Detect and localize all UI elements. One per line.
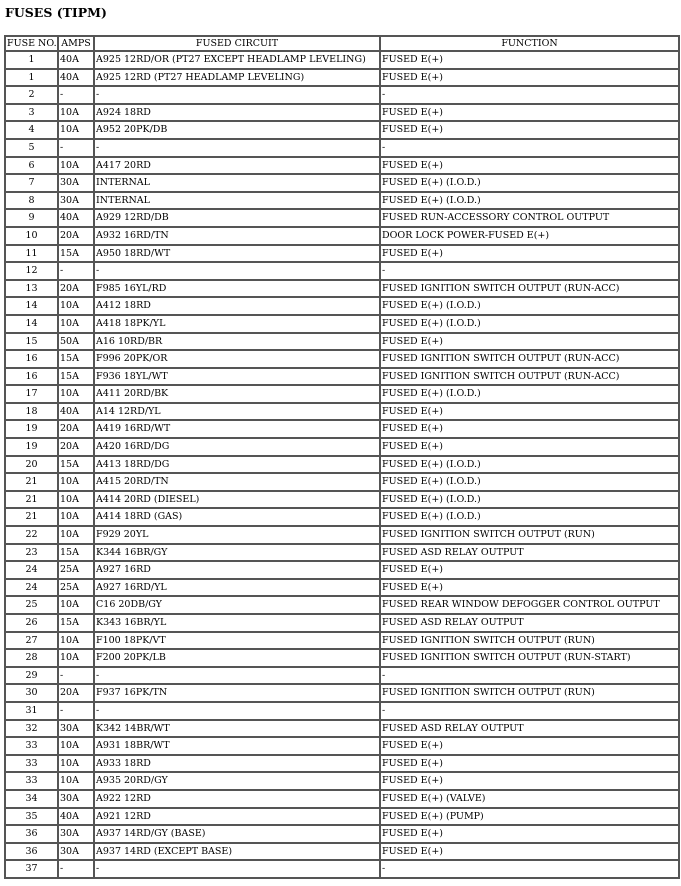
amps-cell: 10A (58, 385, 94, 403)
fuse-number-cell: 14 (5, 315, 58, 333)
amps-cell: 30A (58, 720, 94, 738)
fuse-number-cell: 36 (5, 843, 58, 861)
fuse-number-cell: 25 (5, 596, 58, 614)
fused-circuit-cell: - (94, 667, 380, 685)
fused-circuit-cell: A929 12RD/DB (94, 209, 380, 227)
amps-cell: - (58, 139, 94, 157)
function-cell: FUSED E(+) (380, 245, 679, 263)
amps-cell: 10A (58, 649, 94, 667)
fused-circuit-cell: A16 10RD/BR (94, 333, 380, 351)
fuse-number-cell: 37 (5, 860, 58, 878)
amps-cell: 25A (58, 579, 94, 597)
fuse-number-cell: 19 (5, 420, 58, 438)
fused-circuit-cell: A922 12RD (94, 790, 380, 808)
function-cell: FUSED IGNITION SWITCH OUTPUT (RUN-ACC) (380, 368, 679, 386)
fused-circuit-cell: A417 20RD (94, 157, 380, 175)
amps-cell: 20A (58, 420, 94, 438)
fused-circuit-cell: A925 12RD (PT27 HEADLAMP LEVELING) (94, 69, 380, 87)
fused-circuit-cell: A413 18RD/DG (94, 456, 380, 474)
function-cell: FUSED ASD RELAY OUTPUT (380, 544, 679, 562)
fuse-number-cell: 1 (5, 51, 58, 69)
fuse-number-cell: 22 (5, 526, 58, 544)
table-row (5, 192, 679, 210)
fused-circuit-cell: A414 18RD (GAS) (94, 508, 380, 526)
function-cell: - (380, 667, 679, 685)
fused-circuit-cell: A937 14RD (EXCEPT BASE) (94, 843, 380, 861)
amps-cell: 30A (58, 790, 94, 808)
fused-circuit-cell: A950 18RD/WT (94, 245, 380, 263)
table-row (5, 790, 679, 808)
amps-cell: - (58, 702, 94, 720)
table-row (5, 860, 679, 878)
amps-cell: 40A (58, 209, 94, 227)
table-row (5, 456, 679, 474)
table-row (5, 297, 679, 315)
table-row (5, 808, 679, 826)
amps-cell: 15A (58, 544, 94, 562)
function-cell: FUSED E(+) (I.O.D.) (380, 297, 679, 315)
function-cell: DOOR LOCK POWER-FUSED E(+) (380, 227, 679, 245)
function-cell: FUSED E(+) (I.O.D.) (380, 192, 679, 210)
function-cell: - (380, 702, 679, 720)
amps-cell: 40A (58, 808, 94, 826)
table-row (5, 174, 679, 192)
fuse-number-cell: 13 (5, 280, 58, 298)
fuse-number-cell: 32 (5, 720, 58, 738)
fuse-number-cell: 31 (5, 702, 58, 720)
function-cell: - (380, 139, 679, 157)
amps-cell: 10A (58, 632, 94, 650)
table-row (5, 385, 679, 403)
table-row (5, 843, 679, 861)
fused-circuit-cell: A418 18PK/YL (94, 315, 380, 333)
fuse-table (4, 35, 680, 879)
fused-circuit-cell: A933 18RD (94, 755, 380, 773)
fused-circuit-cell: INTERNAL (94, 192, 380, 210)
fuse-number-cell: 2 (5, 86, 58, 104)
fuse-number-cell: 27 (5, 632, 58, 650)
fused-circuit-cell: F996 20PK/OR (94, 350, 380, 368)
fused-circuit-cell: F200 20PK/LB (94, 649, 380, 667)
amps-cell: - (58, 860, 94, 878)
fused-circuit-cell: A937 14RD/GY (BASE) (94, 825, 380, 843)
table-row (5, 368, 679, 386)
fuse-number-cell: 33 (5, 755, 58, 773)
fuse-number-cell: 7 (5, 174, 58, 192)
function-cell: FUSED E(+) (I.O.D.) (380, 315, 679, 333)
amps-cell: 10A (58, 491, 94, 509)
function-cell: FUSED E(+) (VALVE) (380, 790, 679, 808)
function-cell: FUSED E(+) (I.O.D.) (380, 473, 679, 491)
function-cell: FUSED IGNITION SWITCH OUTPUT (RUN) (380, 684, 679, 702)
amps-cell: 15A (58, 614, 94, 632)
function-cell: FUSED E(+) (380, 438, 679, 456)
amps-cell: 10A (58, 104, 94, 122)
fuse-number-cell: 5 (5, 139, 58, 157)
function-cell: FUSED E(+) (380, 121, 679, 139)
amps-cell: 10A (58, 157, 94, 175)
fused-circuit-cell: - (94, 86, 380, 104)
table-row (5, 508, 679, 526)
fused-circuit-cell: A952 20PK/DB (94, 121, 380, 139)
amps-cell: 10A (58, 315, 94, 333)
fuse-number-cell: 36 (5, 825, 58, 843)
fuse-number-cell: 33 (5, 772, 58, 790)
table-row (5, 157, 679, 175)
fused-circuit-cell: F936 18YL/WT (94, 368, 380, 386)
table-row (5, 544, 679, 562)
fused-circuit-cell: A921 12RD (94, 808, 380, 826)
fused-circuit-cell: - (94, 262, 380, 280)
table-row (5, 438, 679, 456)
function-cell: FUSED ASD RELAY OUTPUT (380, 720, 679, 738)
amps-cell: 20A (58, 684, 94, 702)
amps-cell: 10A (58, 772, 94, 790)
table-row (5, 737, 679, 755)
function-cell: FUSED E(+) (380, 825, 679, 843)
table-row (5, 649, 679, 667)
table-row (5, 473, 679, 491)
function-cell: - (380, 860, 679, 878)
function-cell: FUSED E(+) (380, 843, 679, 861)
header-fused-circuit: FUSED CIRCUIT (94, 36, 380, 51)
function-cell: FUSED E(+) (380, 772, 679, 790)
amps-cell: - (58, 86, 94, 104)
fused-circuit-cell: A414 20RD (DIESEL) (94, 491, 380, 509)
amps-cell: 40A (58, 51, 94, 69)
fused-circuit-cell: - (94, 702, 380, 720)
fused-circuit-cell: A14 12RD/YL (94, 403, 380, 421)
fused-circuit-cell: K343 16BR/YL (94, 614, 380, 632)
amps-cell: 30A (58, 174, 94, 192)
amps-cell: 15A (58, 368, 94, 386)
header-amps: AMPS (58, 36, 94, 51)
function-cell: FUSED IGNITION SWITCH OUTPUT (RUN-ACC) (380, 280, 679, 298)
fuse-number-cell: 15 (5, 333, 58, 351)
function-cell: FUSED IGNITION SWITCH OUTPUT (RUN) (380, 632, 679, 650)
table-row (5, 561, 679, 579)
table-row (5, 526, 679, 544)
amps-cell: 10A (58, 508, 94, 526)
table-row (5, 51, 679, 69)
amps-cell: 30A (58, 825, 94, 843)
amps-cell: 15A (58, 456, 94, 474)
fuse-number-cell: 30 (5, 684, 58, 702)
table-row (5, 420, 679, 438)
amps-cell: 10A (58, 737, 94, 755)
amps-cell: 10A (58, 121, 94, 139)
fuse-number-cell: 19 (5, 438, 58, 456)
function-cell: FUSED E(+) (I.O.D.) (380, 508, 679, 526)
fused-circuit-cell: F985 16YL/RD (94, 280, 380, 298)
fused-circuit-cell: A935 20RD/GY (94, 772, 380, 790)
amps-cell: 10A (58, 297, 94, 315)
table-row (5, 772, 679, 790)
table-row (5, 596, 679, 614)
fuse-number-cell: 26 (5, 614, 58, 632)
amps-cell: 15A (58, 245, 94, 263)
table-row (5, 755, 679, 773)
fuse-number-cell: 35 (5, 808, 58, 826)
fuse-number-cell: 29 (5, 667, 58, 685)
function-cell: FUSED E(+) (380, 561, 679, 579)
function-cell: FUSED E(+) (380, 403, 679, 421)
fused-circuit-cell: F929 20YL (94, 526, 380, 544)
function-cell: FUSED E(+) (380, 420, 679, 438)
table-row (5, 69, 679, 87)
fuse-number-cell: 17 (5, 385, 58, 403)
function-cell: - (380, 86, 679, 104)
amps-cell: - (58, 667, 94, 685)
amps-cell: - (58, 262, 94, 280)
table-row (5, 227, 679, 245)
function-cell: FUSED IGNITION SWITCH OUTPUT (RUN-START) (380, 649, 679, 667)
table-row (5, 579, 679, 597)
fused-circuit-cell: A420 16RD/DG (94, 438, 380, 456)
table-row (5, 86, 679, 104)
table-row (5, 333, 679, 351)
amps-cell: 20A (58, 280, 94, 298)
function-cell: FUSED E(+) (I.O.D.) (380, 385, 679, 403)
fuse-number-cell: 1 (5, 69, 58, 87)
function-cell: FUSED E(+) (380, 157, 679, 175)
fuse-number-cell: 28 (5, 649, 58, 667)
fuse-number-cell: 24 (5, 561, 58, 579)
fuse-number-cell: 20 (5, 456, 58, 474)
table-row (5, 139, 679, 157)
fused-circuit-cell: A927 16RD/YL (94, 579, 380, 597)
function-cell: FUSED E(+) (380, 737, 679, 755)
fuse-number-cell: 24 (5, 579, 58, 597)
table-row (5, 350, 679, 368)
amps-cell: 10A (58, 596, 94, 614)
fused-circuit-cell: K344 16BR/GY (94, 544, 380, 562)
table-row (5, 209, 679, 227)
function-cell: FUSED E(+) (PUMP) (380, 808, 679, 826)
amps-cell: 10A (58, 755, 94, 773)
function-cell: FUSED E(+) (I.O.D.) (380, 174, 679, 192)
function-cell: FUSED REAR WINDOW DEFOGGER CONTROL OUTPUT (380, 596, 679, 614)
fuse-number-cell: 21 (5, 491, 58, 509)
table-row (5, 684, 679, 702)
table-row (5, 667, 679, 685)
page-title: FUSES (TIPM) (5, 5, 107, 20)
fuse-number-cell: 9 (5, 209, 58, 227)
fuse-number-cell: 23 (5, 544, 58, 562)
function-cell: FUSED E(+) (380, 51, 679, 69)
function-cell: FUSED E(+) (380, 579, 679, 597)
amps-cell: 10A (58, 473, 94, 491)
fused-circuit-cell: A411 20RD/BK (94, 385, 380, 403)
function-cell: FUSED ASD RELAY OUTPUT (380, 614, 679, 632)
table-row (5, 720, 679, 738)
amps-cell: 40A (58, 403, 94, 421)
function-cell: FUSED E(+) (I.O.D.) (380, 491, 679, 509)
table-row (5, 702, 679, 720)
function-cell: FUSED IGNITION SWITCH OUTPUT (RUN) (380, 526, 679, 544)
fuse-number-cell: 6 (5, 157, 58, 175)
amps-cell: 40A (58, 69, 94, 87)
table-row (5, 315, 679, 333)
fused-circuit-cell: K342 14BR/WT (94, 720, 380, 738)
fuse-number-cell: 3 (5, 104, 58, 122)
fused-circuit-cell: INTERNAL (94, 174, 380, 192)
fused-circuit-cell: F100 18PK/VT (94, 632, 380, 650)
fused-circuit-cell: C16 20DB/GY (94, 596, 380, 614)
fuse-number-cell: 12 (5, 262, 58, 280)
function-cell: - (380, 262, 679, 280)
fuse-number-cell: 11 (5, 245, 58, 263)
fused-circuit-cell: A931 18BR/WT (94, 737, 380, 755)
function-cell: FUSED E(+) (380, 104, 679, 122)
table-header-row (5, 36, 679, 51)
table-row (5, 614, 679, 632)
fused-circuit-cell: A419 16RD/WT (94, 420, 380, 438)
fuse-number-cell: 34 (5, 790, 58, 808)
amps-cell: 30A (58, 843, 94, 861)
amps-cell: 20A (58, 227, 94, 245)
fused-circuit-cell: - (94, 860, 380, 878)
fuse-number-cell: 21 (5, 473, 58, 491)
fused-circuit-cell: A925 12RD/OR (PT27 EXCEPT HEADLAMP LEVELING) (94, 51, 380, 69)
amps-cell: 15A (58, 350, 94, 368)
table-row (5, 491, 679, 509)
table-row (5, 262, 679, 280)
fuse-number-cell: 33 (5, 737, 58, 755)
amps-cell: 20A (58, 438, 94, 456)
header-fuse-no: FUSE NO. (7, 38, 57, 49)
function-cell: FUSED E(+) (380, 755, 679, 773)
table-row (5, 825, 679, 843)
fuse-number-cell: 21 (5, 508, 58, 526)
fuse-number-cell: 16 (5, 350, 58, 368)
fuse-number-cell: 8 (5, 192, 58, 210)
function-cell: FUSED E(+) (I.O.D.) (380, 456, 679, 474)
function-cell: FUSED E(+) (380, 69, 679, 87)
fused-circuit-cell: A415 20RD/TN (94, 473, 380, 491)
amps-cell: 10A (58, 526, 94, 544)
amps-cell: 25A (58, 561, 94, 579)
fused-circuit-cell: A927 16RD (94, 561, 380, 579)
fused-circuit-cell: A924 18RD (94, 104, 380, 122)
fuse-number-cell: 16 (5, 368, 58, 386)
function-cell: FUSED RUN-ACCESSORY CONTROL OUTPUT (380, 209, 679, 227)
table-row (5, 104, 679, 122)
table-row (5, 280, 679, 298)
fuse-number-cell: 14 (5, 297, 58, 315)
amps-cell: 50A (58, 333, 94, 351)
fuse-number-cell: 18 (5, 403, 58, 421)
function-cell: FUSED IGNITION SWITCH OUTPUT (RUN-ACC) (380, 350, 679, 368)
fused-circuit-cell: F937 16PK/TN (94, 684, 380, 702)
header-function: FUNCTION (380, 36, 679, 51)
fused-circuit-cell: - (94, 139, 380, 157)
table-row (5, 403, 679, 421)
table-body (5, 51, 679, 878)
fused-circuit-cell: A932 16RD/TN (94, 227, 380, 245)
fuse-number-cell: 4 (5, 121, 58, 139)
amps-cell: 30A (58, 192, 94, 210)
fuse-number-cell: 10 (5, 227, 58, 245)
table-row (5, 632, 679, 650)
fused-circuit-cell: A412 18RD (94, 297, 380, 315)
table-row (5, 121, 679, 139)
function-cell: FUSED E(+) (380, 333, 679, 351)
table-row (5, 245, 679, 263)
